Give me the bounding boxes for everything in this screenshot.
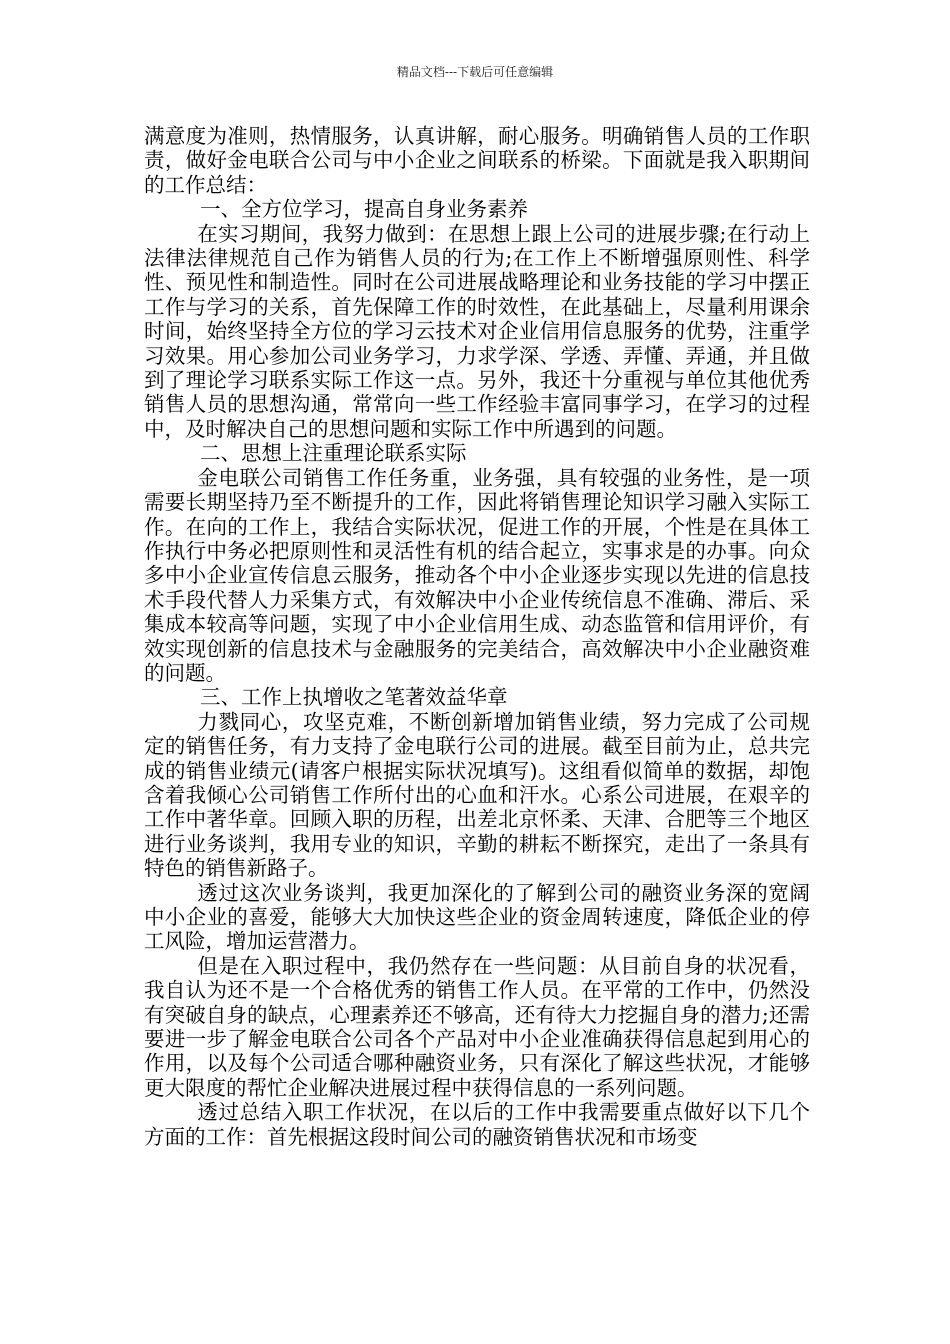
paragraph-theory-practice: 金电联公司销售工作任务重，业务强，具有较强的业务性，是一项需要长期坚持乃至不断提升的工作，因此将销售理论知识学习融入实际工作。在向的工作上，我结合实际状况，促进工作的开展，个性是在具体工作执行中务必把原则性和灵活性有机的结合起立，实事求是的办事。向众多中小企业宣传信息云服务，推动各个中小企业逐步实现以先进的信息技术手段代替人力采集方式，有效解决中小企业传统信息不准确、滞后、采集成本较高等问题，实现了中小企业信用生成、动态监管和信用评价，有效实现创新的信息技术与金融服务的完美结合，高效解决中小企业融资难的问题。 [144, 465, 810, 685]
paragraph-study: 在实习期间，我努力做到：在思想上跟上公司的进展步骤;在行动上法律法律规范自己作为销售人员的行为;在工作上不断增强原则性、科学性、预见性和制造性。同时在公司进展战略理论和业务技能的学习中摆正工作与学习的关系，首先保障工作的时效性，在此基础上，尽量利用课余时间，始终坚持全方位的学习云技术对企业信用信息服务的优势，注重学习效果。用心参加公司业务学习，力求学深、学透、弄懂、弄通，并且做到了理论学习联系实际工作这一点。另外，我还十分重视与单位其他优秀销售人员的思想沟通，常常向一些工作经验丰富同事学习，在学习的过程中，及时解决自己的思想问题和实际工作中所遇到的问题。 [144, 221, 810, 441]
page-header-watermark: 精品文档---下载后可任意编辑 [396, 65, 554, 79]
paragraph-problems: 但是在入职过程中，我仍然存在一些问题：从目前自身的状况看，我自认为还不是一个合格优秀的销售工作人员。在平常的工作中，仍然没有突破自身的缺点，心理素养还不够高，还有待大力挖掘自身的潜力;还需要进一步了解金电联合公司各个产品对中小企业准确获得信息起到用心的作用，以及每个公司适合哪种融资业务，只有深化了解这些状况，才能够更大限度的帮忙企业解决进展过程中获得信息的一系列问题。 [144, 953, 810, 1100]
section-heading-1: 一、全方位学习，提高自身业务素养 [200, 197, 528, 222]
paragraph-negotiation: 透过这次业务谈判，我更加深化的了解到公司的融资业务深的宽阔中小企业的喜爱，能够大大加快这些企业的资金周转速度，降低企业的停工风险，增加运营潜力。 [144, 880, 810, 954]
document-body [144, 124, 810, 1149]
paragraph-intro: 满意度为准则，热情服务，认真讲解，耐心服务。明确销售人员的工作职责，做好金电联合公司与中小企业之间联系的桥梁。下面就是我入职期间的工作总结： [144, 124, 810, 197]
section-heading-2: 二、思想上注重理论联系实际 [200, 441, 467, 466]
section-heading-3: 三、工作上执增收之笔著效益华章 [200, 685, 508, 710]
paragraph-sales-results: 力戮同心，攻坚克难，不断创新增加销售业绩，努力完成了公司规定的销售任务，有力支持了金电联行公司的进展。截至目前为止，总共完成的销售业绩元(请客户根据实际状况填写)。这组看似简单的数据，却饱含着我倾心公司销售工作所付出的心血和汗水。心系公司进展，在艰辛的工作中著华章。回顾入职的历程，出差北京怀柔、天津、合肥等三个地区进行业务谈判，我用专业的知识，辛勤的耕耘不断探究，走出了一条具有特色的销售新路子。 [144, 709, 810, 881]
paragraph-future-work: 透过总结入职工作状况，在以后的工作中我需要重点做好以下几个方面的工作：首先根据这段时间公司的融资销售状况和市场变 [144, 1100, 810, 1149]
